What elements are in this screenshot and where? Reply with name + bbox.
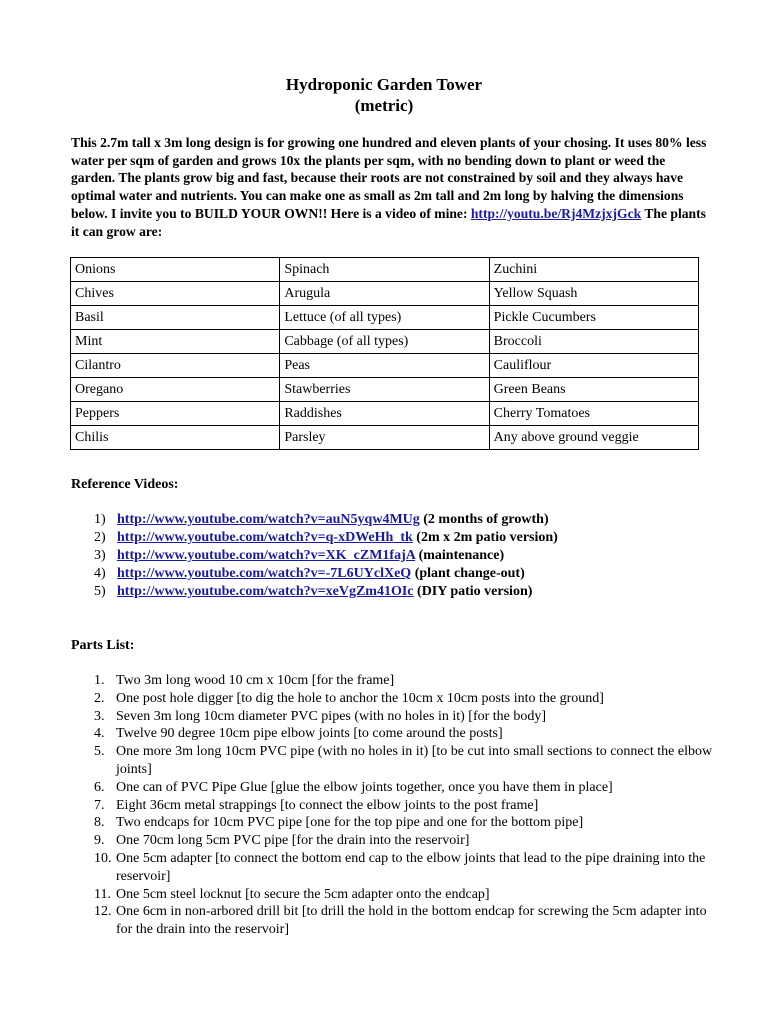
list-number: 5. (94, 744, 105, 760)
list-number: 5) (94, 584, 106, 599)
table-cell: Yellow Squash (489, 282, 698, 306)
video-description: (maintenance) (415, 548, 505, 563)
table-row (71, 330, 699, 354)
part-text: One post hole digger [to dig the hole to anchor the 10cm x 10cm posts into the ground] (116, 690, 604, 706)
list-item (94, 797, 714, 815)
table-cell: Green Beans (489, 378, 698, 402)
part-text: Twelve 90 degree 10cm pipe elbow joints [to come around the posts] (116, 726, 503, 742)
list-number: 2) (94, 530, 106, 545)
intro-text: This 2.7m tall x 3m long design is for growing one hundred and eleven plants of your chosing. It uses 80% less water per sqm of garden and grows 10x the plants per sqm, with no bending down to plant or weed the garden. The plants grow big and fast, because their roots are not constrained by soil and they always have optimal water and nutrients. You can make one as small as 2m tall and 2m long by halving the dimensions below. I invite you to BUILD YOUR OWN!! Here is a video of mine: (71, 135, 707, 221)
table-cell: Peppers (71, 402, 280, 426)
list-item (94, 547, 558, 565)
reference-videos-heading: Reference Videos: (71, 477, 179, 492)
list-number: 7. (94, 797, 105, 813)
table-cell: Stawberries (280, 378, 489, 402)
video-link[interactable]: http://www.youtube.com/watch?v=XK_cZM1fajA (117, 548, 416, 563)
list-number: 10. (94, 850, 112, 866)
part-text: One 5cm adapter [to connect the bottom end cap to the elbow joints that lead to the pipe draining into the reservoir] (116, 850, 706, 884)
table-cell: Raddishes (280, 402, 489, 426)
table-cell: Broccoli (489, 330, 698, 354)
table-cell: Zuchini (489, 258, 698, 282)
table-row (71, 282, 699, 306)
list-item (94, 583, 558, 601)
table-cell: Onions (71, 258, 280, 282)
list-item (94, 725, 714, 743)
part-text: One more 3m long 10cm PVC pipe (with no holes in it) [to be cut into small sections to connect the elbow joints] (116, 744, 713, 777)
list-number: 1. (94, 673, 105, 688)
table-cell: Spinach (280, 258, 489, 282)
part-text: Seven 3m long 10cm diameter PVC pipes (with no holes in it) [for the body] (116, 708, 547, 724)
video-link[interactable]: http://www.youtube.com/watch?v=xeVgZm41OIc (117, 584, 414, 599)
list-number: 4) (94, 566, 106, 581)
page-title: Hydroponic Garden Tower (285, 75, 483, 94)
list-item (94, 565, 558, 583)
table-cell: Lettuce (of all types) (280, 306, 489, 330)
list-item (94, 850, 714, 886)
part-text: One 5cm steel locknut [to secure the 5cm adapter onto the endcap] (116, 886, 490, 902)
reference-videos-list (94, 511, 558, 601)
table-cell: Peas (280, 354, 489, 378)
table-row (71, 354, 699, 378)
list-item (94, 511, 558, 529)
table-cell: Cilantro (71, 354, 280, 378)
parts-list-heading: Parts List: (71, 638, 135, 653)
video-link[interactable]: http://www.youtube.com/watch?v=q-xDWeHh_tk (117, 530, 413, 545)
intro-paragraph (71, 134, 711, 240)
list-number: 8. (94, 815, 105, 831)
part-text: Eight 36cm metal strappings [to connect the elbow joints to the post frame] (116, 797, 539, 813)
video-description: (2 months of growth) (419, 512, 549, 527)
plants-table (70, 257, 699, 450)
video-description: (plant change-out) (411, 566, 525, 581)
intro-video-link[interactable]: http://youtu.be/Rj4MzjxjGck (470, 205, 642, 221)
table-row (71, 402, 699, 426)
list-number: 9. (94, 833, 105, 849)
video-link[interactable]: http://www.youtube.com/watch?v=-7L6UYclXeQ (117, 566, 412, 581)
list-item (94, 814, 714, 832)
list-number: 6. (94, 779, 105, 795)
page-subtitle: (metric) (354, 96, 414, 115)
table-cell: Parsley (280, 426, 489, 450)
list-number: 3. (94, 708, 105, 724)
table-cell: Cherry Tomatoes (489, 402, 698, 426)
table-cell: Cauliflour (489, 354, 698, 378)
list-number: 1) (94, 512, 106, 527)
video-description: (DIY patio version) (413, 584, 533, 599)
list-item (94, 743, 714, 779)
list-number: 3) (94, 548, 106, 563)
list-number: 2. (94, 690, 105, 706)
list-item (94, 690, 714, 708)
list-number: 11. (94, 886, 111, 902)
list-item (94, 832, 714, 850)
list-item (94, 672, 714, 690)
table-cell: Cabbage (of all types) (280, 330, 489, 354)
list-item (94, 779, 714, 797)
video-description: (2m x 2m patio version) (412, 530, 558, 545)
table-row (71, 426, 699, 450)
part-text: One 70cm long 5cm PVC pipe [for the drain into the reservoir] (116, 833, 470, 849)
table-cell: Mint (71, 330, 280, 354)
table-cell: Oregano (71, 378, 280, 402)
table-cell: Chives (71, 282, 280, 306)
list-item (94, 708, 714, 726)
part-text: One 6cm in non-arbored drill bit [to drill the hold in the bottom endcap for screwing the 5cm adapter into for the drain into the reservoir] (116, 904, 707, 938)
table-cell: Pickle Cucumbers (489, 306, 698, 330)
list-number: 12. (94, 904, 112, 920)
list-item (94, 529, 558, 547)
table-row (71, 378, 699, 402)
list-item (94, 886, 714, 904)
part-text: One can of PVC Pipe Glue [glue the elbow joints together, once you have them in place] (116, 779, 613, 795)
part-text: Two 3m long wood 10 cm x 10cm [for the frame] (116, 673, 395, 688)
table-cell: Any above ground veggie (489, 426, 698, 450)
table-cell: Basil (71, 306, 280, 330)
list-number: 4. (94, 726, 105, 742)
parts-list (94, 672, 714, 939)
table-row (71, 306, 699, 330)
intro-after-text: The plants it can grow are: (71, 205, 706, 239)
list-item (94, 903, 714, 939)
table-cell: Arugula (280, 282, 489, 306)
part-text: Two endcaps for 10cm PVC pipe [one for the top pipe and one for the bottom pipe] (116, 815, 584, 831)
table-cell: Chilis (71, 426, 280, 450)
table-row (71, 258, 699, 282)
video-link[interactable]: http://www.youtube.com/watch?v=auN5yqw4MUg (117, 512, 420, 527)
